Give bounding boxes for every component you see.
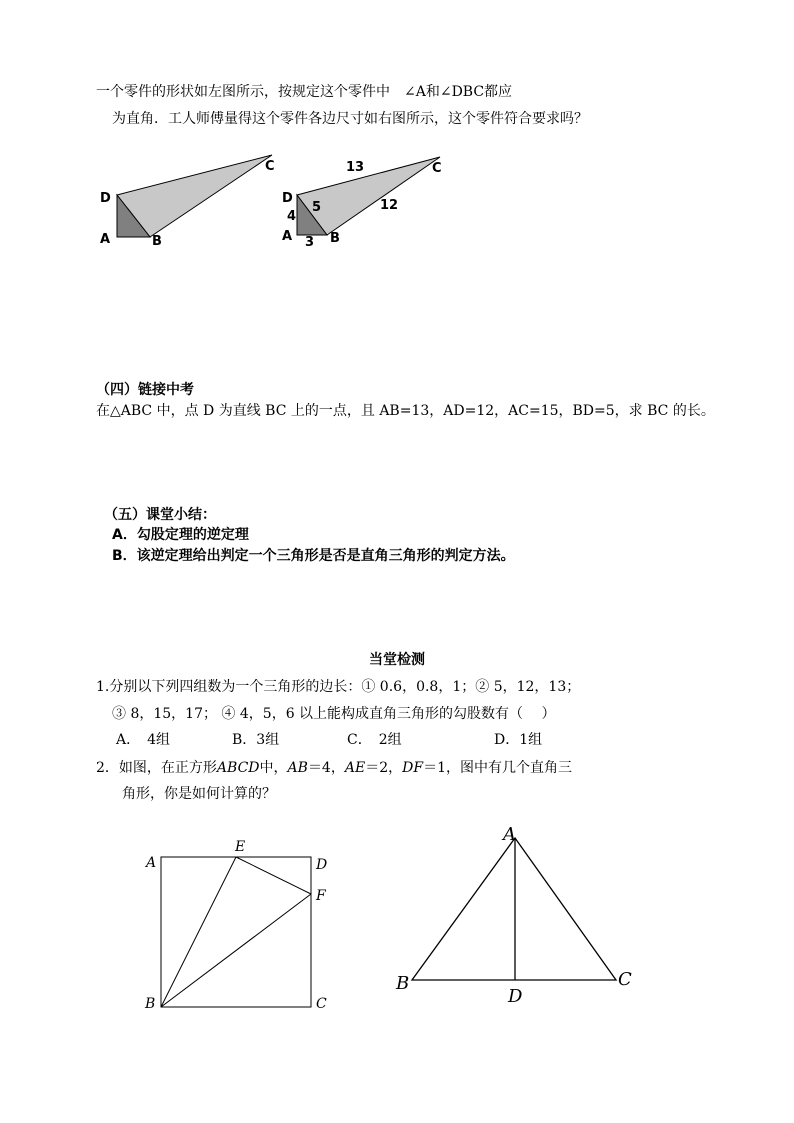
fig2-side-bc: 12: [380, 198, 399, 213]
fig1-label-d: D: [100, 191, 111, 206]
q2-abcd: ABCD: [216, 760, 260, 776]
fig2-label-b: B: [330, 231, 340, 246]
q1-line-1: 1.分别以下列四组数为一个三角形的边长：① 0.6，0.8，1；② 5，12，13；: [96, 679, 581, 695]
q1-option-c: C． 2组: [347, 732, 402, 748]
section5-title: （五）课堂小结：: [104, 507, 216, 523]
fig4-label-d: D: [508, 986, 523, 1007]
q1-option-d: D．1组: [494, 732, 543, 748]
q2-line-2: 角形，你是如何计算的？: [122, 786, 276, 802]
fig2-side-db: 5: [312, 200, 322, 215]
fig2-label-c: C: [432, 161, 442, 176]
section5-item-a: A．勾股定理的逆定理: [112, 527, 249, 543]
fig1-label-c: C: [265, 159, 275, 174]
q1-option-a: A． 4组: [116, 732, 171, 748]
fig1-label-a: A: [100, 232, 111, 247]
fig2-label-d: D: [282, 191, 293, 206]
q2-prefix: 2．如图，在正方形: [96, 760, 217, 776]
q2-eq3: ＝1，图中有几个直角三: [423, 760, 572, 776]
fig1-label-b: B: [152, 234, 162, 249]
fig2-side-ad: 4: [287, 209, 297, 224]
fig2-side-ab: 3: [305, 235, 315, 250]
section5-item-b: B．该逆定理给出判定一个三角形是否是直角三角形的判定方法。: [112, 548, 515, 564]
q2-ab: AB: [287, 760, 308, 776]
q1-option-b: B．3组: [232, 732, 280, 748]
fig3-label-b: B: [145, 996, 156, 1012]
fig2-label-a: A: [282, 229, 293, 244]
q2-ae: AE: [344, 760, 366, 776]
q2-eq1: ＝4，: [307, 760, 345, 776]
fig4-label-a: A: [503, 824, 516, 845]
fig3-label-e: E: [235, 839, 246, 855]
q1-line-2: ③ 8，15，17； ④ 4，5，6 以上能构成直角三角形的勾股数有（ ）: [112, 706, 556, 722]
section4-title: （四）链接中考: [96, 382, 194, 398]
fig4-label-b: B: [396, 973, 410, 994]
fig3-label-c: C: [316, 996, 327, 1012]
fig3-label-f: F: [316, 888, 326, 904]
q2-eq2: ＝2，: [365, 760, 403, 776]
intro-line-1: 一个零件的形状如左图所示，按规定这个零件中 ∠A和∠DBC都应: [96, 84, 513, 100]
q2-mid1: 中，: [259, 760, 288, 776]
intro-line-2: 为直角．工人师傅量得这个零件各边尺寸如右图所示，这个零件符合要求吗？: [112, 111, 588, 127]
fig4-label-c: C: [618, 969, 632, 990]
fig2-side-dc: 13: [346, 160, 365, 175]
section4-text: 在△ABC 中，点 D 为直线 BC 上的一点，且 AB=13，AD=12，AC=15，BD=5，求 BC 的长。: [96, 403, 715, 419]
fig3-label-d: D: [316, 857, 328, 873]
q2-df: DF: [402, 760, 424, 776]
fig3-label-a: A: [146, 855, 157, 871]
test-title: 当堂检测: [369, 652, 425, 668]
